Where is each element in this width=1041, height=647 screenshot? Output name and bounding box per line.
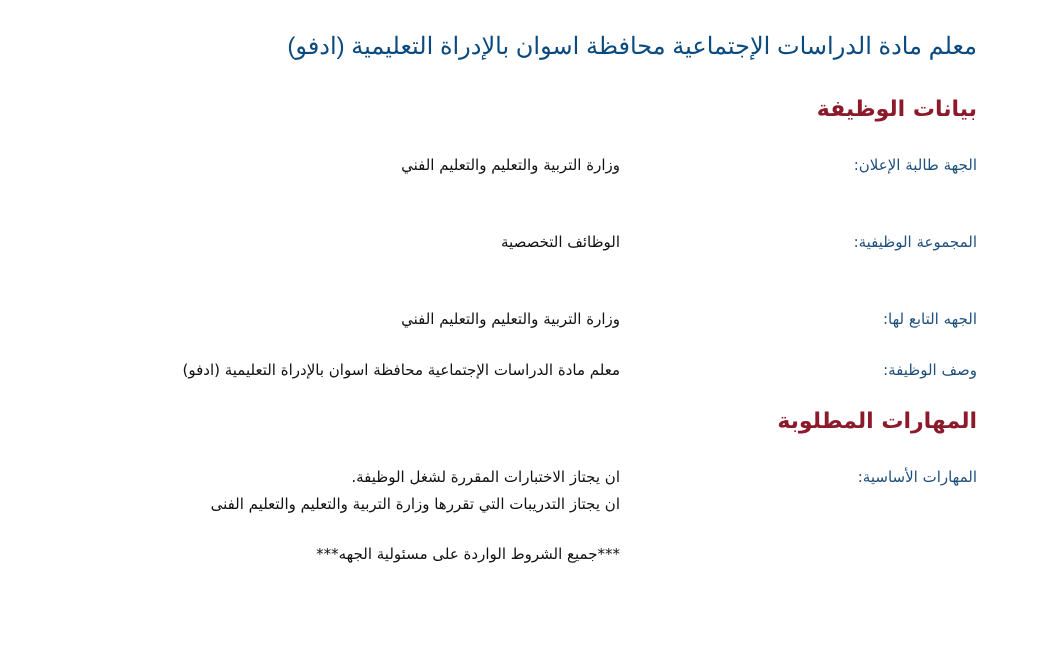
basic-skill-line: ان يجتاز التدريبات التي تقررها وزارة التربية والتعليم والتعليم الفنى <box>210 495 620 513</box>
job-group-value: الوظائف التخصصية <box>501 233 620 251</box>
skills-heading: المهارات المطلوبة <box>777 409 977 434</box>
conditions-note: ***جميع الشروط الواردة على مسئولية الجهه*** <box>316 545 620 563</box>
job-description-value: معلم مادة الدراسات الإجتماعية محافظة اسوان بالإدراة التعليمية (ادفو) <box>182 361 620 379</box>
advertiser-label: الجهة طالبة الإعلان: <box>853 156 977 174</box>
job-description-label: وصف الوظيفة: <box>883 361 977 379</box>
advertiser-value: وزارة التربية والتعليم والتعليم الفني <box>401 156 620 174</box>
basic-skills-label: المهارات الأساسية: <box>857 468 977 486</box>
job-group-label: المجموعة الوظيفية: <box>853 233 977 251</box>
affiliation-label: الجهه التابع لها: <box>882 310 977 328</box>
basic-skill-line: ان يجتاز الاختبارات المقررة لشغل الوظيفة. <box>351 468 620 486</box>
affiliation-value: وزارة التربية والتعليم والتعليم الفني <box>401 310 620 328</box>
job-info-heading: بيانات الوظيفة <box>816 97 977 122</box>
job-title: معلم مادة الدراسات الإجتماعية محافظة اسوان بالإدراة التعليمية (ادفو) <box>287 33 977 60</box>
